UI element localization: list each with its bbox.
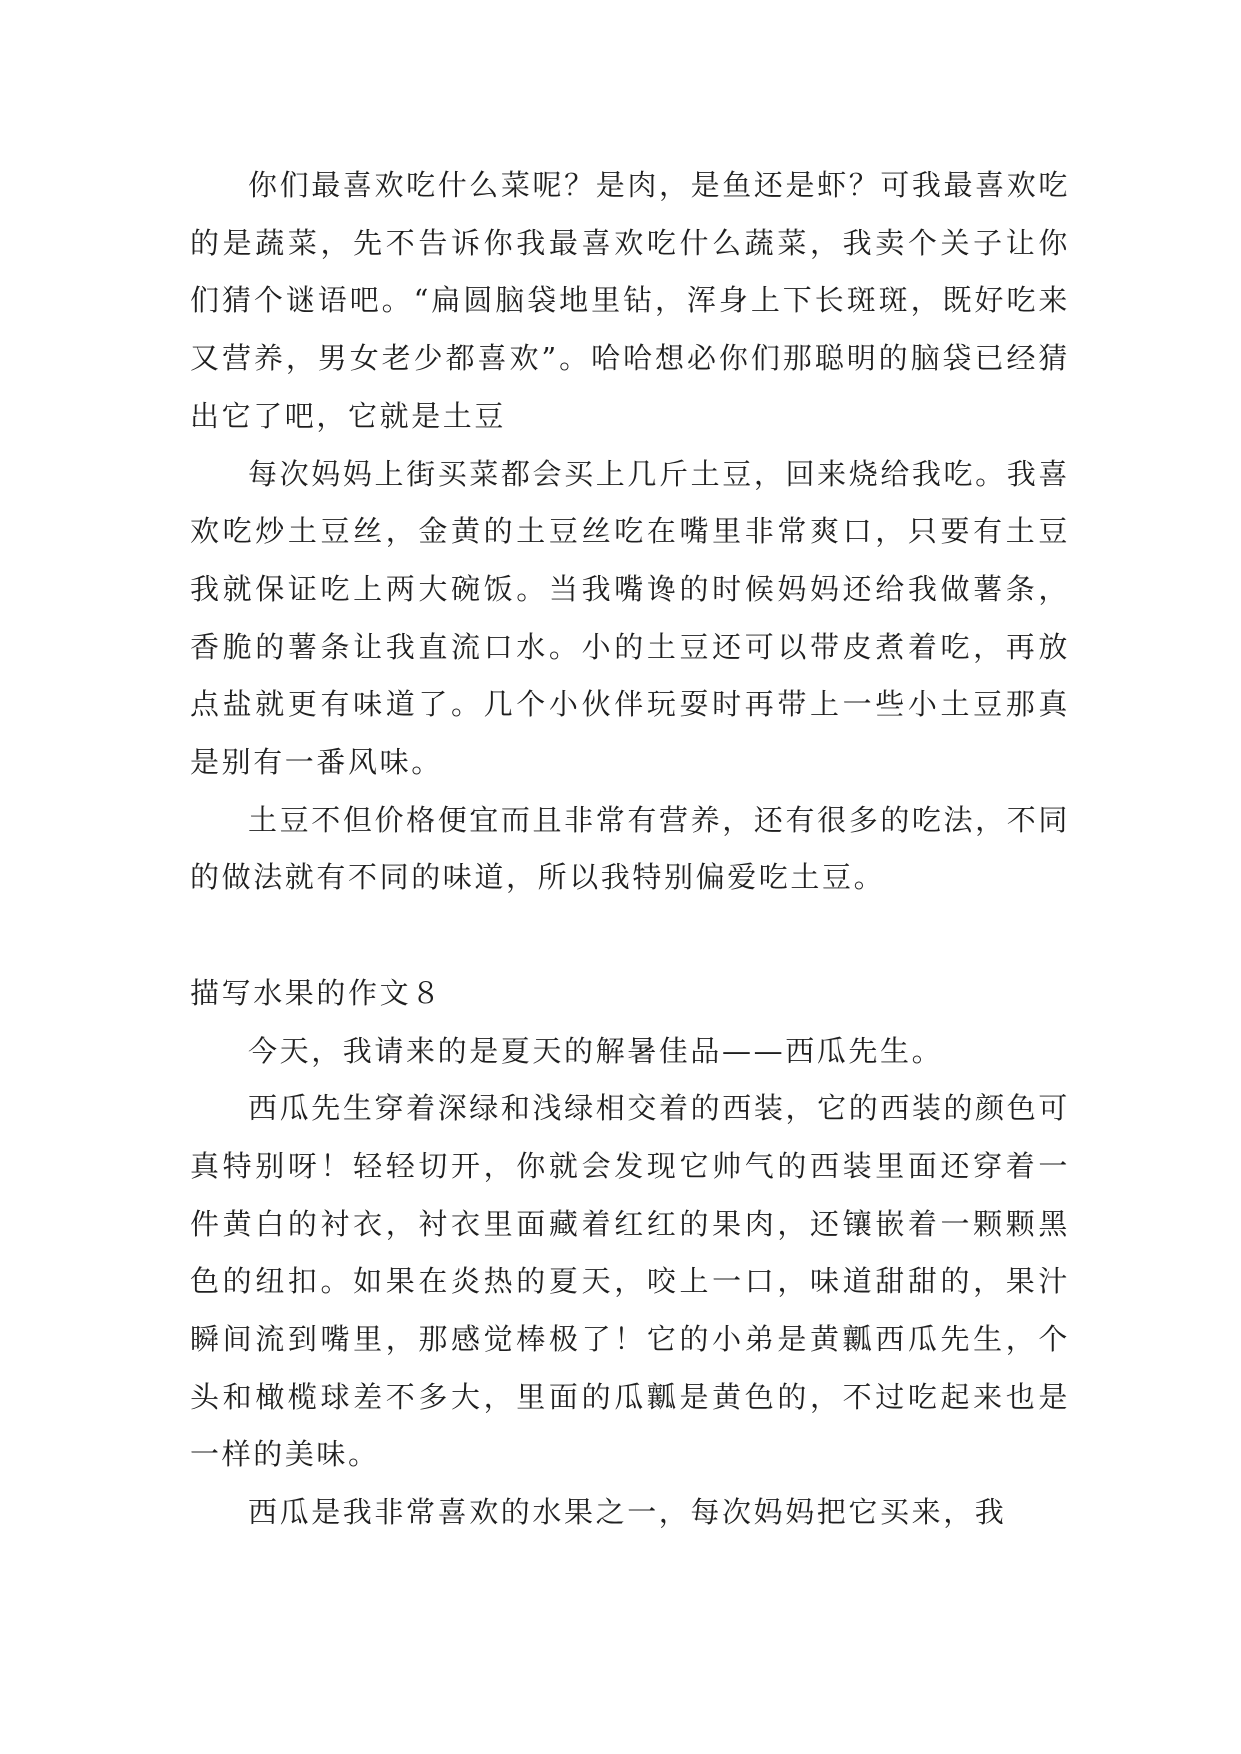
paragraph-watermelon-description: 西瓜先生穿着深绿和浅绿相交着的西装，它的西装的颜色可真特别呀！轻轻切开，你就会发现它帅气的西装里面还穿着一件黄白的衬衣，衬衣里面藏着红红的果肉，还镶嵌着一颗颗黑色的纽扣。如果在炎热的夏天，咬上一口，味道甜甜的，果汁瞬间流到嘴里，那感觉棒极了！它的小弟是黄瓤西瓜先生，个头和橄榄球差不多大，里面的瓜瓤是黄色的，不过吃起来也是一样的美味。 bbox=[190, 1091, 1070, 1472]
paragraph-riddle: 你们最喜欢吃什么菜呢？是肉，是鱼还是虾？可我最喜欢吃的是蔬菜，先不告诉你我最喜欢吃什么蔬菜，我卖个关子让你们猜个谜语吧。“扁圆脑袋地里钻，浑身上下长斑斑，既好吃来又营养，男女老少都喜欢”。哈哈想必你们那聪明的脑袋已经猜出它了吧，它就是土豆 bbox=[190, 168, 1070, 433]
paragraph-potato-dishes: 每次妈妈上街买菜都会买上几斤土豆，回来烧给我吃。我喜欢吃炒土豆丝，金黄的土豆丝吃在嘴里非常爽口，只要有土豆我就保证吃上两大碗饭。当我嘴谗的时候妈妈还给我做薯条，香脆的薯条让我直流口水。小的土豆还可以带皮煮着吃，再放点盐就更有味道了。几个小伙伴玩耍时再带上一些小土豆那真是别有一番风味。 bbox=[190, 456, 1070, 780]
paragraph-watermelon-intro: 今天，我请来的是夏天的解暑佳品——西瓜先生。 bbox=[248, 1033, 944, 1068]
document-body bbox=[190, 157, 1070, 1542]
section-heading: 描写水果的作文８ bbox=[190, 975, 443, 1010]
paragraph-potato-conclusion: 土豆不但价格便宜而且非常有营养，还有很多的吃法，不同的做法就有不同的味道，所以我特别偏爱吃土豆。 bbox=[190, 802, 1070, 895]
paragraph-watermelon-closing: 西瓜是我非常喜欢的水果之一，每次妈妈把它买来，我 bbox=[248, 1495, 1007, 1530]
